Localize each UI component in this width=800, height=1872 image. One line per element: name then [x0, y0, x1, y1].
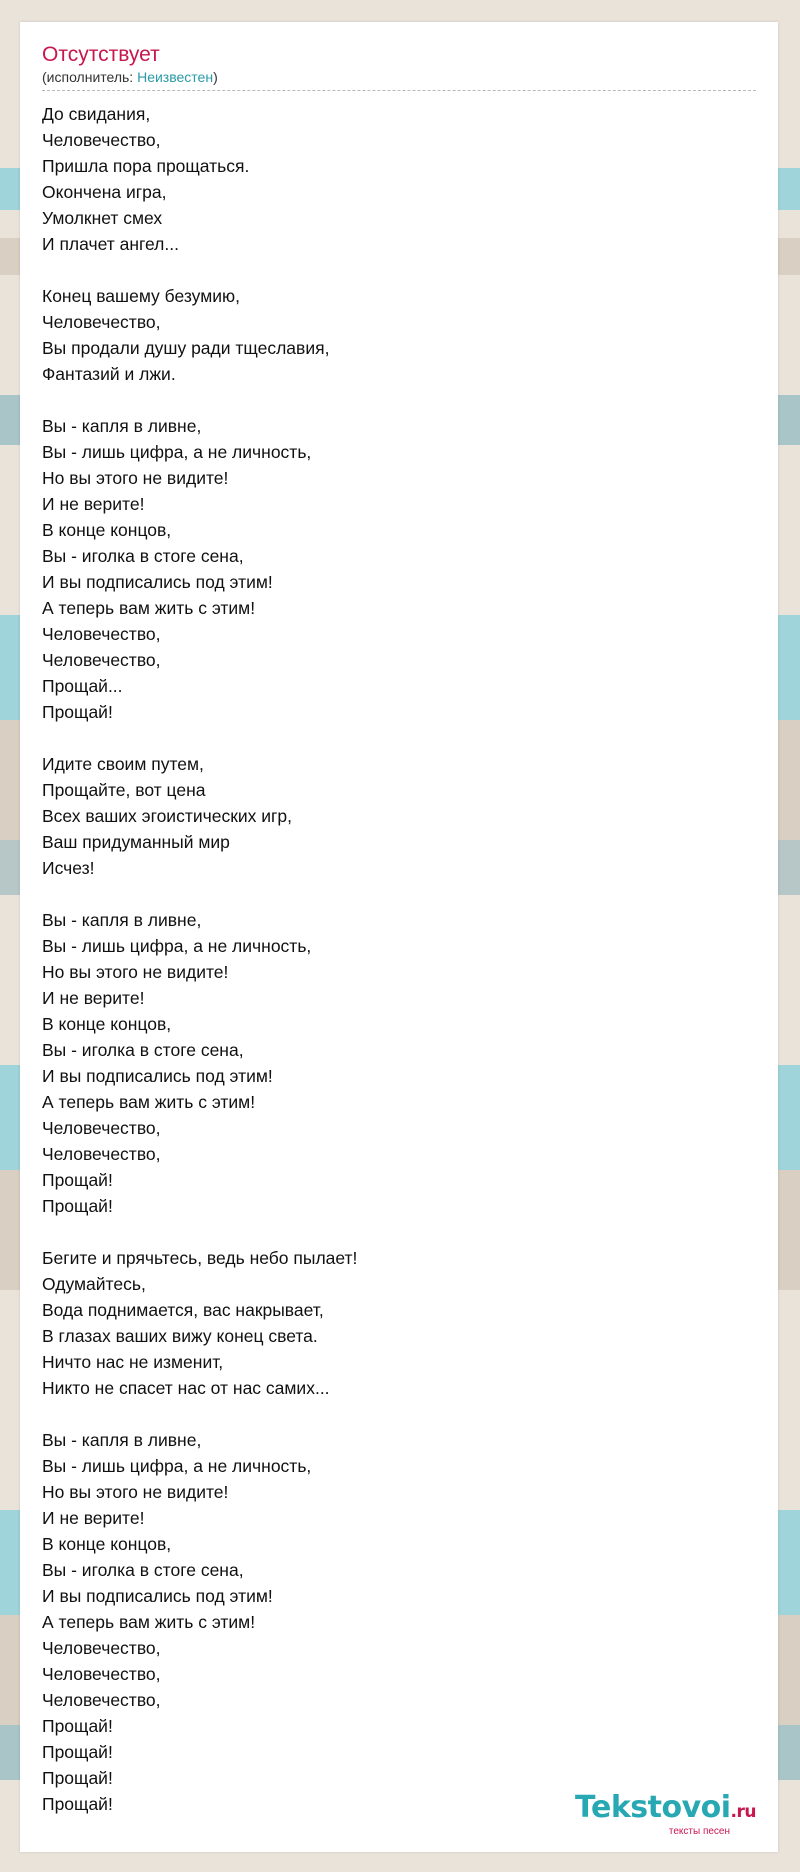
- lyrics-line: Вы - лишь цифра, а не личность,: [42, 442, 312, 462]
- lyrics-line: В конце концов,: [42, 520, 172, 540]
- lyrics-line: Исчез!: [42, 858, 95, 878]
- lyrics-line: Вы - капля в ливне,: [42, 416, 202, 436]
- lyrics-line: Но вы этого не видите!: [42, 468, 229, 488]
- lyrics-line: Вы продали душу ради тщеславия,: [42, 338, 330, 358]
- lyrics-line: В конце концов,: [42, 1534, 172, 1554]
- lyrics-line: Одумайтесь,: [42, 1274, 146, 1294]
- lyrics-line: Пришла пора прощаться.: [42, 156, 250, 176]
- logo-tagline: тексты песен: [668, 1826, 730, 1837]
- lyrics-line: Прощай!: [42, 1768, 113, 1788]
- lyrics-line: И вы подписались под этим!: [42, 1066, 273, 1086]
- lyrics-line: Вы - капля в ливне,: [42, 1430, 202, 1450]
- lyrics-line: Вода поднимается, вас накрывает,: [42, 1300, 324, 1320]
- logo-domain: .ru: [730, 1802, 756, 1822]
- artist-line: [42, 68, 756, 91]
- lyrics-line: Но вы этого не видите!: [42, 962, 229, 982]
- lyrics-line: А теперь вам жить с этим!: [42, 1612, 256, 1632]
- lyrics-stanza: [42, 101, 756, 257]
- lyrics-line: Но вы этого не видите!: [42, 1482, 229, 1502]
- artist-prefix: (исполнитель:: [42, 69, 138, 85]
- lyrics-line: И вы подписались под этим!: [42, 1586, 273, 1606]
- lyrics-stanza: [42, 413, 756, 725]
- lyrics-line: И не верите!: [42, 1508, 145, 1528]
- lyrics-line: Вы - иголка в стоге сена,: [42, 1040, 244, 1060]
- lyrics-line: Прощай!: [42, 1794, 113, 1814]
- lyrics-line: Никто не спасет нас от нас самих...: [42, 1378, 330, 1398]
- lyrics-line: А теперь вам жить с этим!: [42, 598, 256, 618]
- lyrics-card: [20, 22, 778, 1852]
- lyrics-line: Прощай!: [42, 702, 113, 722]
- lyrics-line: В конце концов,: [42, 1014, 172, 1034]
- lyrics-line: Ничто нас не изменит,: [42, 1352, 224, 1372]
- lyrics-line: Человечество,: [42, 624, 161, 644]
- lyrics-line: Человечество,: [42, 1118, 161, 1138]
- lyrics-line: Вы - иголка в стоге сена,: [42, 1560, 244, 1580]
- lyrics-line: Вы - лишь цифра, а не личность,: [42, 1456, 312, 1476]
- lyrics-line: Прощай...: [42, 676, 123, 696]
- lyrics-line: Прощай!: [42, 1170, 113, 1190]
- lyrics-stanza: [42, 751, 756, 881]
- lyrics-line: Вы - иголка в стоге сена,: [42, 546, 244, 566]
- lyrics-line: Прощай!: [42, 1716, 113, 1736]
- lyrics-line: Идите своим путем,: [42, 754, 204, 774]
- lyrics-line: И не верите!: [42, 494, 145, 514]
- lyrics-line: И плачет ангел...: [42, 234, 179, 254]
- artist-suffix: ): [213, 69, 218, 85]
- lyrics-stanza: [42, 907, 756, 1219]
- lyrics-line: Человечество,: [42, 1664, 161, 1684]
- lyrics-line: А теперь вам жить с этим!: [42, 1092, 256, 1112]
- lyrics-line: И вы подписались под этим!: [42, 572, 273, 592]
- lyrics-stanza: [42, 283, 756, 387]
- logo-name: Tekstovoi: [575, 1790, 731, 1825]
- lyrics-line: В глазах ваших вижу конец света.: [42, 1326, 318, 1346]
- lyrics-line: Человечество,: [42, 1690, 161, 1710]
- lyrics-stanza: [42, 1245, 756, 1401]
- lyrics-line: Ваш придуманный мир: [42, 832, 230, 852]
- lyrics-line: Человечество,: [42, 130, 161, 150]
- lyrics-line: Человечество,: [42, 650, 161, 670]
- lyrics-line: Вы - лишь цифра, а не личность,: [42, 936, 312, 956]
- artist-link[interactable]: Неизвестен: [137, 69, 214, 85]
- lyrics-line: Фантазий и лжи.: [42, 364, 176, 384]
- song-title: Отсутствует: [42, 43, 160, 66]
- site-logo[interactable]: [575, 1790, 756, 1838]
- lyrics-line: Прощай!: [42, 1196, 113, 1216]
- lyrics-line: Прощайте, вот цена: [42, 780, 206, 800]
- lyrics-line: Всех ваших эгоистических игр,: [42, 806, 293, 826]
- lyrics-line: Окончена игра,: [42, 182, 167, 202]
- lyrics-line: Умолкнет смех: [42, 208, 163, 228]
- lyrics-line: И не верите!: [42, 988, 145, 1008]
- lyrics-line: Бегите и прячьтесь, ведь небо пылает!: [42, 1248, 358, 1268]
- lyrics-line: Прощай!: [42, 1742, 113, 1762]
- lyrics-line: Конец вашему безумию,: [42, 286, 241, 306]
- lyrics-line: Человечество,: [42, 312, 161, 332]
- lyrics-stanza: [42, 1427, 756, 1817]
- lyrics-line: Человечество,: [42, 1144, 161, 1164]
- lyrics-line: До свидания,: [42, 104, 151, 124]
- lyrics-line: Вы - капля в ливне,: [42, 910, 202, 930]
- lyrics-text: [42, 101, 756, 1817]
- logo-wordmark: [575, 1790, 756, 1827]
- lyrics-line: Человечество,: [42, 1638, 161, 1658]
